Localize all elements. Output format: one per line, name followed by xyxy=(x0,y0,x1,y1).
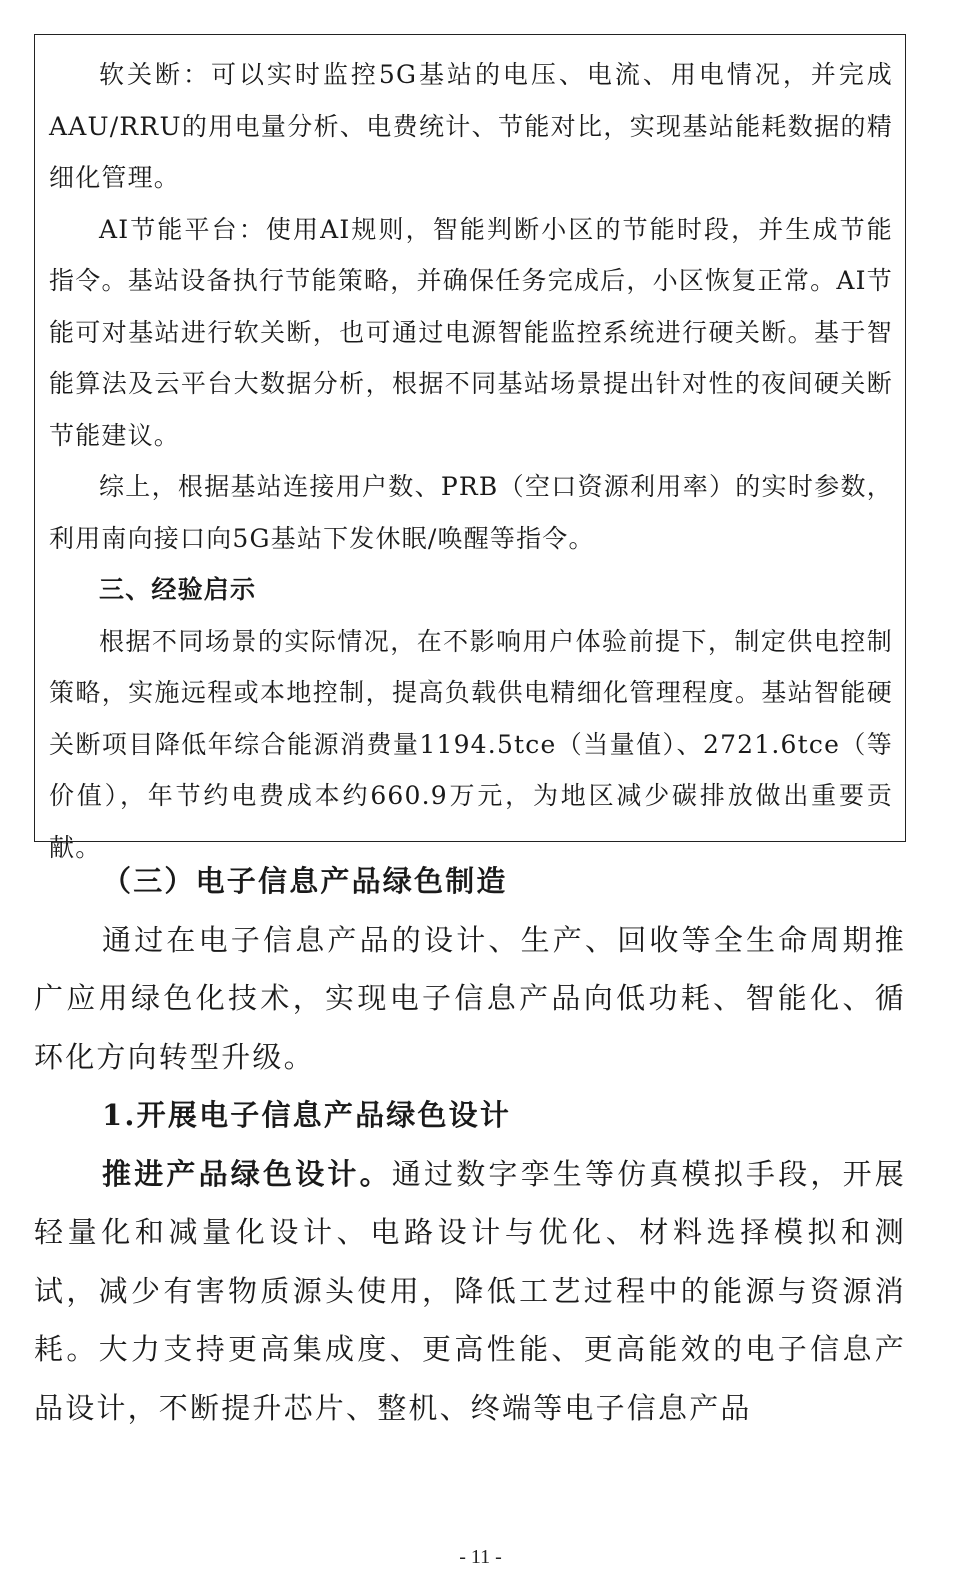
lessons-heading: 三、经验启示 xyxy=(99,575,257,604)
subsection-heading: 1.开展电子信息产品绿色设计 xyxy=(102,1098,512,1132)
soft-shutdown-paragraph: 软关断：可以实时监控5G基站的电压、电流、用电情况，并完成AAU/RRU的用电量分析、电费统计、节能对比，实现基站能耗数据的精细化管理。 xyxy=(49,60,893,192)
case-study-box xyxy=(34,34,906,862)
ai-platform-paragraph: AI节能平台：使用AI规则，智能判断小区的节能时段，并生成节能指令。基站设备执行节能策略，并确保任务完成后，小区恢复正常。AI节能可对基站进行软关断，也可通过电源智能监控系统进行硬关断。基于智能算法及云平台大数据分析，根据不同基站场景提出针对性的夜间硬关断节能建议。 xyxy=(49,214,893,450)
section-intro-paragraph: 通过在电子信息产品的设计、生产、回收等全生命周期推广应用绿色化技术，实现电子信息产品向低功耗、智能化、循环化方向转型升级。 xyxy=(34,922,906,1074)
main-body-text xyxy=(34,852,906,1437)
page-number: - 11 - xyxy=(459,1546,502,1568)
section-title: （三）电子信息产品绿色制造 xyxy=(102,864,508,898)
summary-paragraph: 综上，根据基站连接用户数、PRB（空口资源利用率）的实时参数，利用南向接口向5G基站下发休眠/唤醒等指令。 xyxy=(49,472,893,553)
lessons-paragraph: 根据不同场景的实际情况，在不影响用户体验前提下，制定供电控制策略，实施远程或本地控制，提高负载供电精细化管理程度。基站智能硬关断项目降低年综合能源消费量1194.5tce（当量值）、2721.6tce（等价值），年节约电费成本约660.9万元，为地区减少碳排放做出重要贡献。 xyxy=(49,626,893,862)
green-design-text: 通过数字孪生等仿真模拟手段，开展轻量化和减量化设计、电路设计与优化、材料选择模拟和测试，减少有害物质源头使用，降低工艺过程中的能源与资源消耗。大力支持更高集成度、更高性能、更高能效的电子信息产品设计，不断提升芯片、整机、终端等电子信息产品 xyxy=(34,1156,906,1425)
green-design-paragraph xyxy=(34,1145,906,1438)
green-design-lead: 推进产品绿色设计。 xyxy=(102,1156,392,1191)
